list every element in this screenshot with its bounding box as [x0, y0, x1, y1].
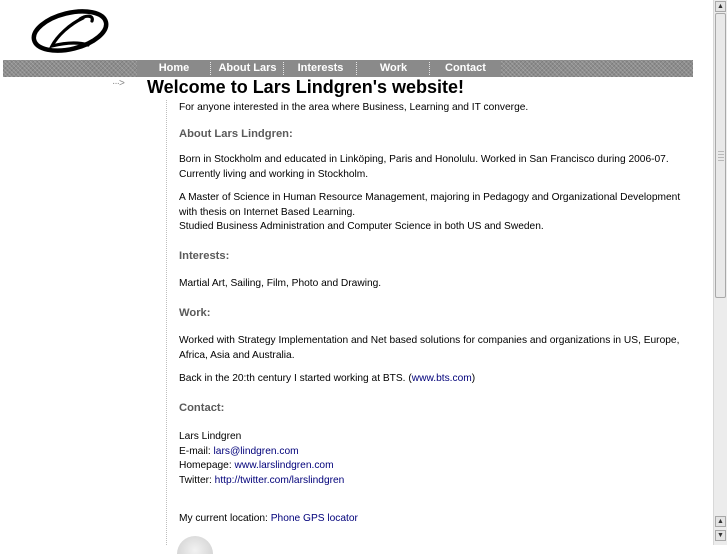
about-heading: About Lars Lindgren: [179, 128, 293, 140]
location-line [179, 512, 691, 527]
work-heading: Work: [179, 307, 211, 319]
contact-name: Lars Lindgren [179, 431, 242, 442]
nav-contact[interactable]: Contact [445, 62, 486, 74]
gps-locator-link[interactable]: Phone GPS locator [270, 513, 358, 524]
location-label: My current location: [179, 513, 271, 524]
homepage-label: Homepage: [179, 460, 235, 471]
site-logo[interactable] [30, 6, 112, 56]
contact-block [179, 430, 691, 488]
content-divider [166, 100, 167, 545]
nav-home[interactable]: Home [137, 60, 211, 77]
work-bts-close: ) [471, 373, 476, 384]
homepage-link[interactable]: www.larslindgren.com [234, 460, 334, 471]
work-paragraph-1: Worked with Strategy Implementation and Net based solutions for companies and organizations in US, Europe, Africa, Asia and Australia. [179, 335, 680, 361]
about-thesis-line: A Master of Science in Human Resource Management, majoring in Pedagogy and Organizational Development with thesis on Internet Based Learning. [179, 192, 681, 218]
scrollbar-thumb[interactable] [715, 13, 726, 298]
dotted-arrow-icon: ···> [112, 78, 124, 89]
main-navigation [137, 60, 501, 77]
about-paragraph-2 [179, 191, 691, 235]
scroll-down-icon[interactable]: ▼ [715, 530, 726, 541]
twitter-label: Twitter: [179, 474, 215, 486]
interests-text: Martial Art, Sailing, Film, Photo and Drawing. [179, 278, 382, 289]
about-studies-line: Studied Business Administration and Computer Science in both US and Sweden. [179, 221, 544, 232]
twitter-link[interactable]: http://twitter.com/larslindgren [214, 474, 345, 486]
work-bts-text: Back in the 20:th century I started working at BTS. ( [179, 373, 412, 384]
scroll-up-icon[interactable]: ▲ [715, 1, 726, 12]
partial-image [177, 536, 213, 554]
intro-text: For anyone interested in the area where Business, Learning and IT converge. [179, 102, 529, 113]
contact-heading: Contact: [179, 402, 225, 414]
scrollbar-grip [718, 151, 724, 161]
work-paragraph-2 [179, 372, 691, 387]
email-label: E-mail: [179, 445, 214, 457]
interests-heading: Interests: [179, 250, 230, 262]
nav-about-lars[interactable]: About Lars [211, 60, 284, 77]
lars-logo-icon [30, 6, 112, 56]
nav-interests[interactable]: Interests [284, 60, 357, 77]
vertical-scrollbar[interactable] [713, 0, 727, 545]
about-paragraph-1: Born in Stockholm and educated in Linköping, Paris and Honolulu. Worked in San Francisco during 2006-07. Currently living and working in Stockholm. [179, 154, 669, 180]
bts-link[interactable]: www.bts.com [411, 373, 472, 384]
scroll-up-lower-icon[interactable]: ▲ [715, 516, 726, 527]
nav-work[interactable]: Work [357, 60, 430, 77]
page-title: Welcome to Lars Lindgren's website! [147, 77, 465, 97]
email-link[interactable]: lars@lindgren.com [213, 445, 299, 457]
